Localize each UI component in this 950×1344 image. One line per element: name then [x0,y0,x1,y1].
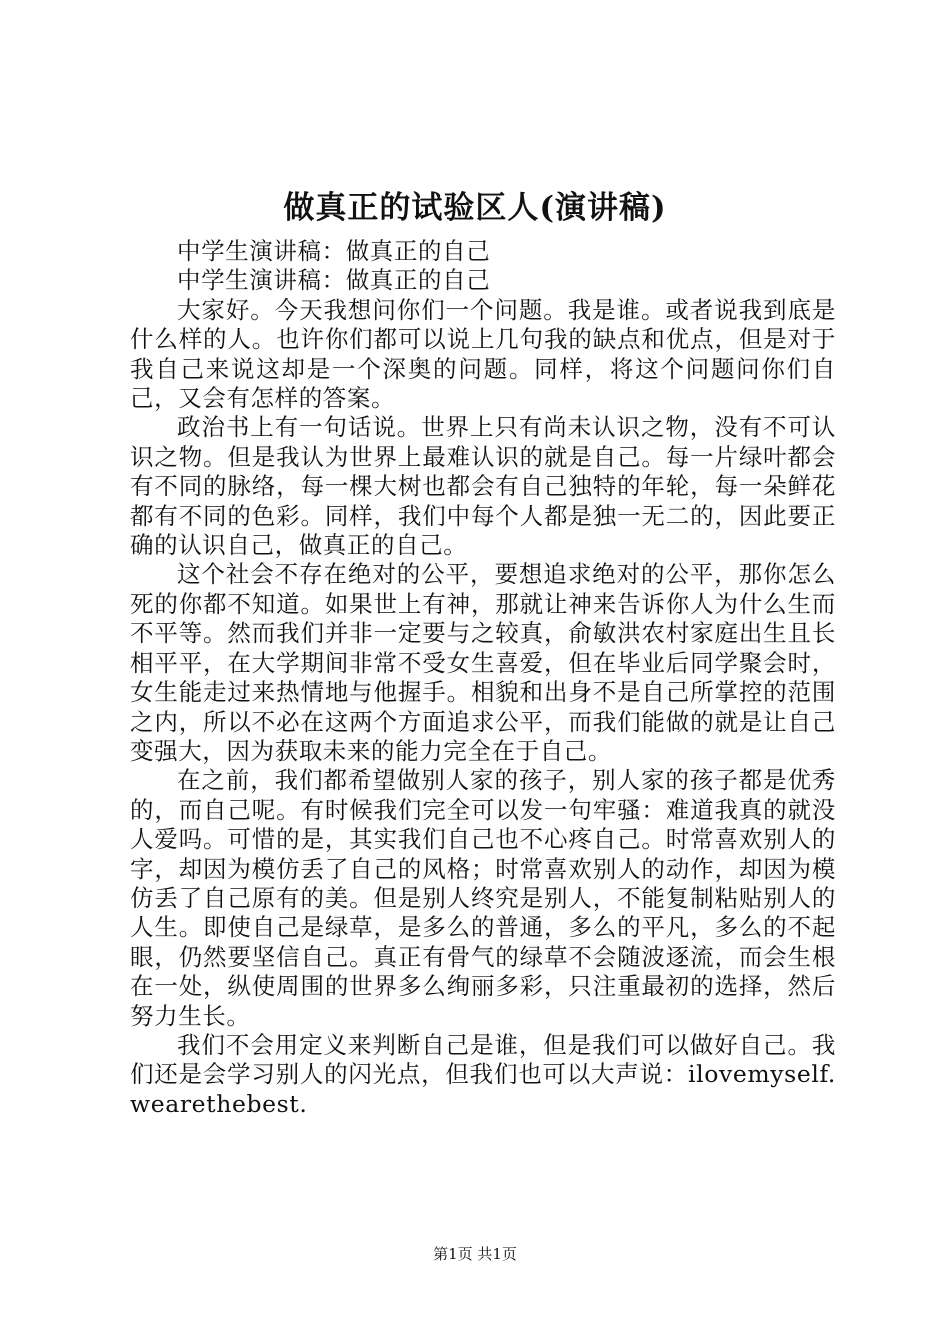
body-paragraph: 大家好。今天我想问你们一个问题。我是谁。或者说我到底是什么样的人。也许你们都可以说上几句我的缺点和优点，但是对于我自己来说这却是一个深奥的问题。同样，将这个问题问你们自己，又会有怎样的答案。 [130,295,836,413]
body-paragraph: 这个社会不存在绝对的公平，要想追求绝对的公平，那你怎么死的你都不知道。如果世上有神，那就让神来告诉你人为什么生而不平等。然而我们并非一定要与之较真，俞敏洪农村家庭出生且长相平平，在大学期间非常不受女生喜爱，但在毕业后同学聚会时，女生能走过来热情地与他握手。相貌和出身不是自己所掌控的范围之内，所以不必在这两个方面追求公平，而我们能做的就是让自己变强大，因为获取未来的能力完全在于自己。 [130,560,836,765]
body-paragraph: 我们不会用定义来判断自己是谁，但是我们可以做好自己。我们还是会学习别人的闪光点，但我们也可以大声说：ilovemyself.wearethebest. [130,1030,836,1118]
subtitle-line: 中学生演讲稿：做真正的自己 [177,237,491,265]
document-title: 做真正的试验区人(演讲稿) [283,190,667,226]
subtitle-line: 中学生演讲稿：做真正的自己 [177,266,491,295]
body-paragraph: 在之前，我们都希望做别人家的孩子，别人家的孩子都是优秀的，而自己呢。有时候我们完全可以发一句牢骚：难道我真的就没人爱吗。可惜的是，其实我们自己也不心疼自己。时常喜欢别人的字，却因为模仿丢了自己的风格；时常喜欢别人的动作，却因为模仿丢了自己原有的美。但是别人终究是别人，不能复制粘贴别人的人生。即使自己是绿草，是多么的普通，多么的平凡，多么的不起眼，仍然要坚信自己。真正有骨气的绿草不会随波逐流，而会生根在一处，纵使周围的世界多么绚丽多彩，只注重最初的选择，然后努力生长。 [130,766,836,1030]
document-body [130,237,836,1119]
page-footer: 第1页 共1页 [433,1245,517,1263]
body-paragraph: 政治书上有一句话说。世界上只有尚未认识之物，没有不可认识之物。但是我认为世界上最难认识的就是自己。每一片绿叶都会有不同的脉络，每一棵大树也都会有自己独特的年轮，每一朵鲜花都有不同的色彩。同样，我们中每个人都是独一无二的，因此要正确的认识自己，做真正的自己。 [130,413,836,560]
